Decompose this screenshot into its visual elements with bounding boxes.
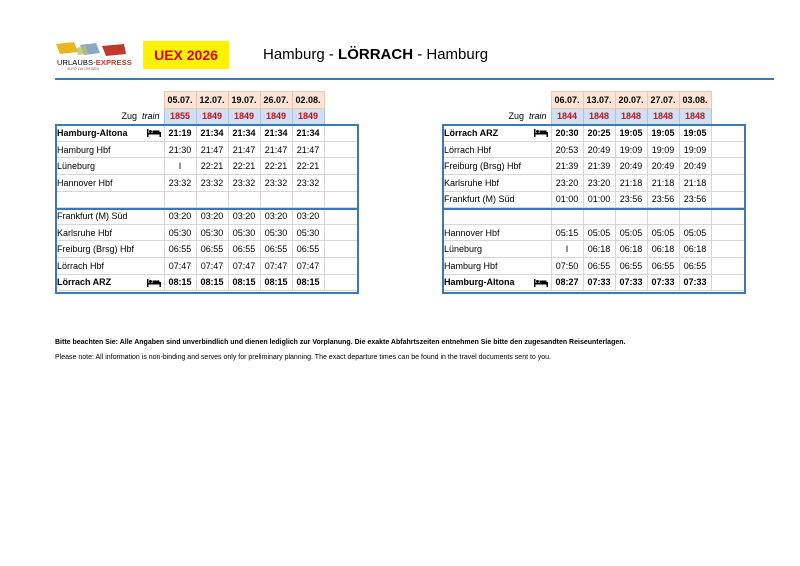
time-cell: [196, 191, 228, 208]
time-cell: 06:55: [583, 257, 615, 274]
train-number: 1848: [647, 108, 679, 125]
station-name: [442, 208, 551, 225]
table-row: [442, 141, 744, 158]
time-cell: 21:47: [260, 141, 292, 158]
date-cell: 02.08.: [292, 92, 324, 109]
time-cell: 22:21: [228, 158, 260, 175]
time-cell: 23:32: [164, 174, 196, 191]
time-cell: 03:20: [292, 208, 324, 225]
date-cell: 19.07.: [228, 92, 260, 109]
time-cell: 05:30: [196, 224, 228, 241]
time-cell: 19:05: [647, 125, 679, 142]
time-cell: 20:53: [551, 141, 583, 158]
table-row: [55, 241, 357, 258]
time-cell: 07:50: [551, 257, 583, 274]
train-number: 1849: [228, 108, 260, 125]
time-cell: 06:18: [647, 241, 679, 258]
time-cell: 05:30: [260, 224, 292, 241]
time-cell: 07:33: [615, 274, 647, 291]
time-cell: [647, 208, 679, 225]
time-cell: 22:21: [196, 158, 228, 175]
train-number: 1848: [615, 108, 647, 125]
time-cell: [679, 208, 711, 225]
time-cell: 23:32: [292, 174, 324, 191]
time-cell: 07:47: [260, 257, 292, 274]
time-cell: 07:47: [164, 257, 196, 274]
table-row: [55, 141, 357, 158]
date-cell: 05.07.: [164, 92, 196, 109]
sleeper-bed-icon: [534, 279, 548, 287]
time-cell: 22:21: [260, 158, 292, 175]
table-row: [442, 274, 744, 291]
sleeper-bed-icon: [147, 279, 161, 287]
station-name: Frankfurt (M) Süd: [55, 208, 164, 225]
table-row: [55, 191, 357, 208]
time-cell: 19:05: [615, 125, 647, 142]
time-cell: 23:56: [679, 191, 711, 208]
time-cell: 05:05: [583, 224, 615, 241]
timetable-return: [442, 91, 744, 291]
time-cell: 06:55: [647, 257, 679, 274]
time-cell: [551, 208, 583, 225]
time-cell: [583, 208, 615, 225]
disclaimer-english: Please note: All information is non-binding and serves only for preliminary planning. The exact departure times can be found in the travel documents sent to you.: [55, 354, 551, 361]
station-name: Hamburg Hbf: [55, 141, 164, 158]
time-cell: 06:18: [679, 241, 711, 258]
time-cell: 05:05: [679, 224, 711, 241]
time-cell: 05:30: [164, 224, 196, 241]
table-row: [442, 125, 744, 142]
logo-tagline: AUTO ZUG REISEN: [67, 67, 100, 71]
table-row: [442, 191, 744, 208]
time-cell: 21:18: [679, 174, 711, 191]
time-cell: 08:15: [292, 274, 324, 291]
header-divider: [55, 78, 774, 80]
time-cell: 21:18: [647, 174, 679, 191]
time-cell: 21:34: [196, 125, 228, 142]
train-number: 1855: [164, 108, 196, 125]
time-cell: [164, 191, 196, 208]
date-cell: 13.07.: [583, 92, 615, 109]
table-row: [442, 158, 744, 175]
time-cell: 08:15: [260, 274, 292, 291]
time-cell: 07:47: [228, 257, 260, 274]
station-name: Hannover Hbf: [442, 224, 551, 241]
date-cell: 06.07.: [551, 92, 583, 109]
time-cell: 06:55: [164, 241, 196, 258]
train-number-row: [55, 108, 357, 125]
time-cell: 21:34: [260, 125, 292, 142]
disclaimer-german: Bitte beachten Sie: Alle Angaben sind unverbindlich und dienen lediglich zur Vorplanung. Die exakte Abfahrtszeiten entnehmen Sie bitte den zugesandten Reiseunterlagen.: [55, 339, 626, 346]
time-cell: 08:15: [164, 274, 196, 291]
train-number: 1849: [292, 108, 324, 125]
time-cell: 21:18: [615, 174, 647, 191]
station-name: Freiburg (Brsg) Hbf: [55, 241, 164, 258]
station-name: Hamburg-Altona: [55, 125, 164, 142]
time-cell: 07:33: [679, 274, 711, 291]
station-name: Lörrach ARZ: [442, 125, 551, 142]
table-row: [55, 208, 357, 225]
time-cell: 23:20: [583, 174, 615, 191]
table-row: [442, 257, 744, 274]
time-cell: 03:20: [260, 208, 292, 225]
station-name: Lörrach Hbf: [442, 141, 551, 158]
time-cell: 20:49: [615, 158, 647, 175]
time-cell: 05:05: [615, 224, 647, 241]
table-row: [55, 174, 357, 191]
time-cell: 03:20: [196, 208, 228, 225]
time-cell: 06:55: [615, 257, 647, 274]
train-number: 1844: [551, 108, 583, 125]
time-cell: 07:47: [292, 257, 324, 274]
train-number-row: [442, 108, 744, 125]
time-cell: 05:15: [551, 224, 583, 241]
table-row: [55, 274, 357, 291]
timetable-outbound: [55, 91, 357, 291]
station-name: Hamburg Hbf: [442, 257, 551, 274]
train-number: 1849: [260, 108, 292, 125]
time-cell: 20:49: [647, 158, 679, 175]
date-cell: 26.07.: [260, 92, 292, 109]
time-cell: 06:18: [615, 241, 647, 258]
time-cell: 20:25: [583, 125, 615, 142]
time-cell: 23:32: [196, 174, 228, 191]
time-cell: 05:05: [647, 224, 679, 241]
time-cell: 20:30: [551, 125, 583, 142]
table-row: [442, 174, 744, 191]
time-cell: 20:49: [679, 158, 711, 175]
time-cell: 21:47: [228, 141, 260, 158]
time-cell: 19:09: [647, 141, 679, 158]
time-cell: 05:30: [292, 224, 324, 241]
time-cell: 06:18: [583, 241, 615, 258]
logo-wordmark: URLAUBS-EXPRESS: [57, 58, 132, 67]
table-row: [442, 224, 744, 241]
table-row: [55, 158, 357, 175]
time-cell: 03:20: [228, 208, 260, 225]
time-cell: 21:39: [551, 158, 583, 175]
time-cell: 06:55: [679, 257, 711, 274]
time-cell: 21:47: [292, 141, 324, 158]
train-number: 1848: [679, 108, 711, 125]
date-cell: 27.07.: [647, 92, 679, 109]
time-cell: 08:15: [228, 274, 260, 291]
station-name: Lüneburg: [55, 158, 164, 175]
time-cell: 19:09: [679, 141, 711, 158]
station-name: Lörrach Hbf: [55, 257, 164, 274]
time-cell: 21:30: [164, 141, 196, 158]
table-row: [55, 224, 357, 241]
page-title: Hamburg - LÖRRACH - Hamburg: [263, 46, 489, 63]
time-cell: 06:55: [260, 241, 292, 258]
station-name: Frankfurt (M) Süd: [442, 191, 551, 208]
time-cell: 05:30: [228, 224, 260, 241]
time-cell: 21:47: [196, 141, 228, 158]
station-name: Freiburg (Brsg) Hbf: [442, 158, 551, 175]
time-cell: 23:56: [647, 191, 679, 208]
time-cell: 23:32: [228, 174, 260, 191]
time-cell: 23:32: [260, 174, 292, 191]
date-row: [55, 92, 357, 109]
table-row: [55, 125, 357, 142]
date-cell: 20.07.: [615, 92, 647, 109]
time-cell: 06:55: [196, 241, 228, 258]
station-name: Karlsruhe Hbf: [55, 224, 164, 241]
time-cell: 19:05: [679, 125, 711, 142]
time-cell: 22:21: [292, 158, 324, 175]
date-row: [442, 92, 744, 109]
time-cell: 03:20: [164, 208, 196, 225]
time-cell: 21:34: [292, 125, 324, 142]
time-cell: 07:33: [647, 274, 679, 291]
station-name: Hannover Hbf: [55, 174, 164, 191]
time-cell: I: [164, 158, 196, 175]
time-cell: 08:15: [196, 274, 228, 291]
time-cell: 06:55: [292, 241, 324, 258]
time-cell: 07:47: [196, 257, 228, 274]
time-cell: 19:09: [615, 141, 647, 158]
sleeper-bed-icon: [147, 129, 161, 137]
table-row: [442, 208, 744, 225]
station-name: Hamburg-Altona: [442, 274, 551, 291]
time-cell: 23:20: [551, 174, 583, 191]
time-cell: 21:39: [583, 158, 615, 175]
station-name: Lüneburg: [442, 241, 551, 258]
station-name: Lörrach ARZ: [55, 274, 164, 291]
date-cell: 12.07.: [196, 92, 228, 109]
time-cell: 08:27: [551, 274, 583, 291]
time-cell: 21:34: [228, 125, 260, 142]
sleeper-bed-icon: [534, 129, 548, 137]
train-label: Zug train: [121, 111, 160, 122]
table-row: [55, 257, 357, 274]
time-cell: 06:55: [228, 241, 260, 258]
time-cell: [615, 208, 647, 225]
time-cell: 07:33: [583, 274, 615, 291]
time-cell: [260, 191, 292, 208]
station-name: Karlsruhe Hbf: [442, 174, 551, 191]
train-label: Zug train: [508, 111, 547, 122]
time-cell: [228, 191, 260, 208]
time-cell: [292, 191, 324, 208]
table-row: [442, 241, 744, 258]
uex-year-badge: UEX 2026: [143, 41, 229, 69]
station-name: [55, 191, 164, 208]
time-cell: 23:56: [615, 191, 647, 208]
train-number: 1849: [196, 108, 228, 125]
train-number: 1848: [583, 108, 615, 125]
time-cell: 21:19: [164, 125, 196, 142]
time-cell: 20:49: [583, 141, 615, 158]
date-cell: 03.08.: [679, 92, 711, 109]
time-cell: 01:00: [551, 191, 583, 208]
time-cell: 01:00: [583, 191, 615, 208]
time-cell: I: [551, 241, 583, 258]
